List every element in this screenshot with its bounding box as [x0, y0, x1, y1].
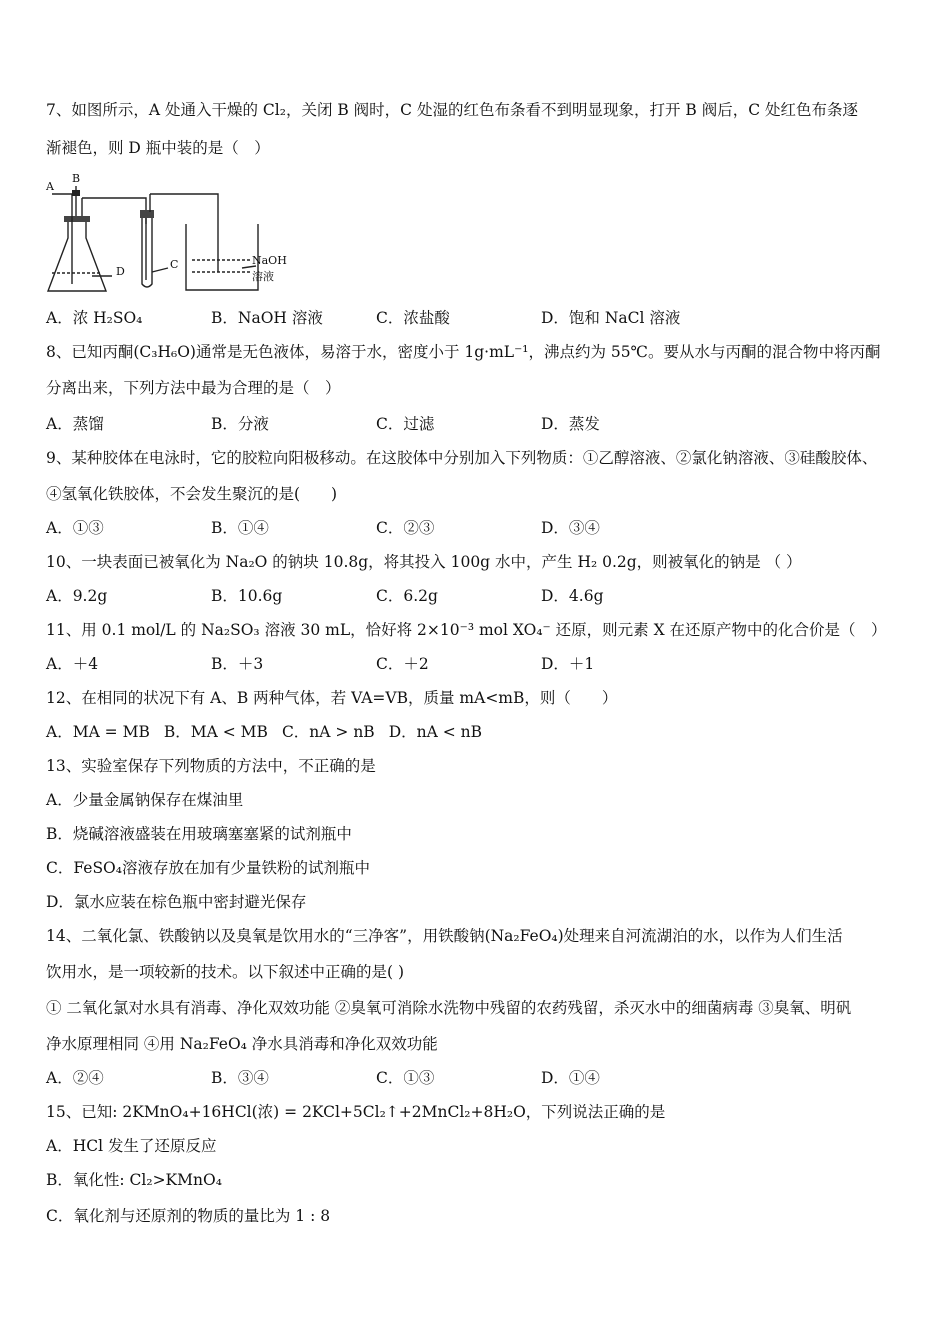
q12-line1: 12、在相同的状况下有 A、B 两种气体，若 VA=VB，质量 mA<mB，则（ ）: [46, 689, 618, 707]
q13-option-b[interactable]: B．烧碱溶液盛装在用玻璃塞塞紧的试剂瓶中: [46, 825, 352, 843]
q7-option-b[interactable]: B．NaOH 溶液: [211, 309, 323, 327]
figure-label-d: D: [116, 265, 125, 278]
q9-option-a[interactable]: A．①③: [46, 519, 104, 537]
q13-option-c[interactable]: C．FeSO₄溶液存放在加有少量铁粉的试剂瓶中: [46, 859, 370, 877]
q7-option-c[interactable]: C．浓盐酸: [376, 309, 450, 327]
q14-line1: 14、二氧化氯、铁酸钠以及臭氧是饮用水的“三净客”，用铁酸钠(Na₂FeO₄)处理来自河流湖泊的水，以作为人们生活: [46, 927, 843, 945]
q13-option-d[interactable]: D．氯水应装在棕色瓶中密封避光保存: [46, 893, 307, 911]
q14-line2: 饮用水，是一项较新的技术。以下叙述中正确的是( ): [46, 963, 405, 981]
q8-option-b[interactable]: B．分液: [211, 415, 269, 433]
q9-option-d[interactable]: D．③④: [541, 519, 600, 537]
q12-option-b[interactable]: B．MA < MB: [163, 723, 268, 741]
figure-label-c: C: [170, 258, 179, 271]
q13-option-a[interactable]: A．少量金属钠保存在煤油里: [46, 791, 244, 809]
q14-line4: 净水原理相同 ④用 Na₂FeO₄ 净水具消毒和净化双效功能: [46, 1035, 438, 1053]
figure-label-a: A: [46, 180, 54, 193]
q11-option-a[interactable]: A．＋4: [46, 655, 99, 673]
figure-label-solution: 溶液: [252, 270, 274, 283]
q12-option-c[interactable]: C．nA > nB: [281, 723, 375, 741]
q8-option-a[interactable]: A．蒸馏: [46, 415, 104, 433]
q11-option-c[interactable]: C．＋2: [376, 655, 429, 673]
q11-options: [46, 654, 706, 674]
q15-option-a[interactable]: A．HCl 发生了还原反应: [46, 1137, 217, 1155]
q12-options: [46, 722, 496, 742]
q13-line1: 13、实验室保存下列物质的方法中，不正确的是: [46, 757, 376, 775]
q8-line2: 分离出来，下列方法中最为合理的是（ ）: [46, 379, 341, 397]
q11-line1: 11、用 0.1 mol/L 的 Na₂SO₃ 溶液 30 mL，恰好将 2×10⁻³ mol XO₄⁻ 还原，则元素 X 在还原产物中的化合价是（ ）: [46, 621, 887, 639]
q10-line1: 10、一块表面已被氧化为 Na₂O 的钠块 10.8g，将其投入 100g 水中，产生 H₂ 0.2g，则被氧化的钠是 （ ）: [46, 553, 802, 571]
q15-option-b[interactable]: B．氧化性: Cl₂>KMnO₄: [46, 1171, 222, 1189]
q7-line1: 7、如图所示，A 处通入干燥的 Cl₂，关闭 B 阀时，C 处湿的红色布条看不到明显现象，打开 B 阀后，C 处红色布条逐: [46, 101, 859, 119]
q15-line1: 15、已知: 2KMnO₄+16HCl(浓) = 2KCl+5Cl₂↑+2MnCl₂+8H₂O，下列说法正确的是: [46, 1103, 666, 1121]
q14-option-c[interactable]: C．①③: [376, 1069, 435, 1087]
q9-line1: 9、某种胶体在电泳时，它的胶粒向阳极移动。在这胶体中分别加入下列物质：①乙醇溶液、②氯化钠溶液、③硅酸胶体、: [46, 449, 878, 467]
q11-option-b[interactable]: B．＋3: [211, 655, 264, 673]
q8-option-c[interactable]: C．过滤: [376, 415, 435, 433]
figure-label-naoh: NaOH: [252, 254, 287, 267]
q14-options: [46, 1068, 706, 1088]
q12-option-d[interactable]: D．nA < nB: [388, 723, 483, 741]
apparatus-figure: [46, 176, 286, 306]
q14-option-d[interactable]: D．①④: [541, 1069, 600, 1087]
q7-line2: 渐褪色，则 D 瓶中装的是（ ）: [46, 139, 270, 157]
q10-option-b[interactable]: B．10.6g: [211, 587, 283, 605]
q7-options: [46, 308, 706, 328]
q12-option-a[interactable]: A．MA = MB: [46, 723, 150, 741]
q10-option-a[interactable]: A．9.2g: [46, 587, 108, 605]
q8-line1: 8、已知丙酮(C₃H₆O)通常是无色液体，易溶于水，密度小于 1g·mL⁻¹，沸点约为 55℃。要从水与丙酮的混合物中将丙酮: [46, 343, 881, 361]
q11-option-d[interactable]: D．＋1: [541, 655, 595, 673]
q10-option-c[interactable]: C．6.2g: [376, 587, 438, 605]
figure-label-b: B: [72, 172, 81, 185]
q8-options: [46, 414, 706, 434]
q7-option-a[interactable]: A．浓 H₂SO₄: [46, 309, 143, 327]
q9-line2: ④氢氧化铁胶体，不会发生聚沉的是( ): [46, 485, 338, 503]
q7-option-d[interactable]: D．饱和 NaCl 溶液: [541, 309, 681, 327]
q8-option-d[interactable]: D．蒸发: [541, 415, 600, 433]
q9-options: [46, 518, 706, 538]
q9-option-b[interactable]: B．①④: [211, 519, 269, 537]
q10-options: [46, 586, 706, 606]
q14-line3: ① 二氧化氯对水具有消毒、净化双效功能 ②臭氧可消除水洗物中残留的农药残留，杀灭水中的细菌病毒 ③臭氧、明矾: [46, 999, 852, 1017]
q10-option-d[interactable]: D．4.6g: [541, 587, 604, 605]
q9-option-c[interactable]: C．②③: [376, 519, 435, 537]
q14-option-b[interactable]: B．③④: [211, 1069, 269, 1087]
q14-option-a[interactable]: A．②④: [46, 1069, 104, 1087]
q15-option-c[interactable]: C．氧化剂与还原剂的物质的量比为 1 : 8: [46, 1207, 331, 1225]
